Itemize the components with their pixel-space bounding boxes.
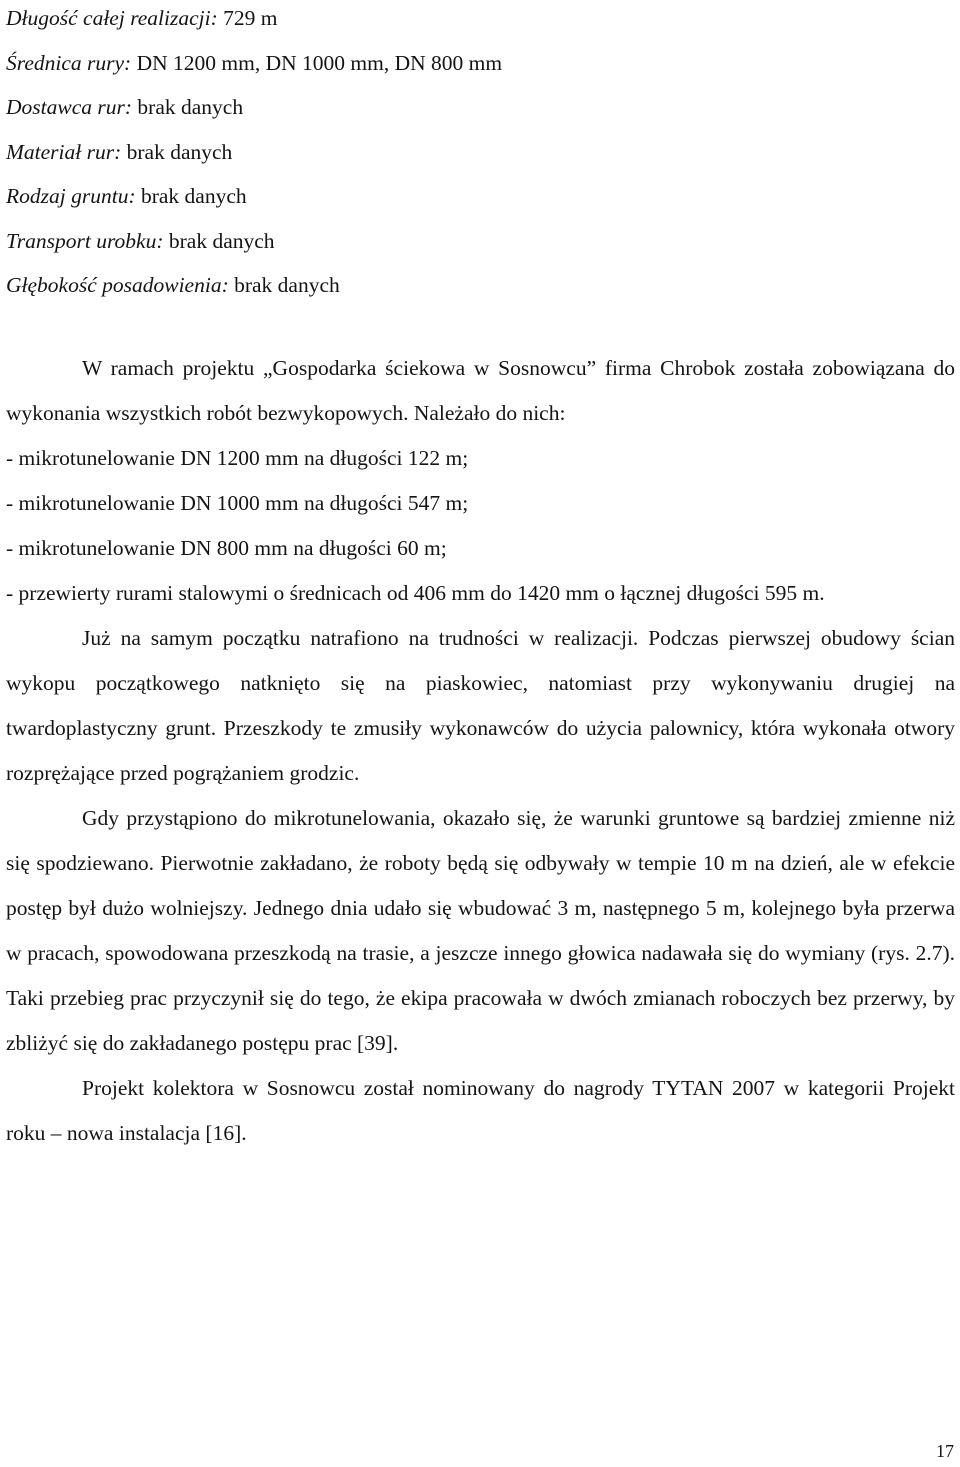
paragraph-microtunneling: Gdy przystąpiono do mikrotunelowania, okazało się, że warunki gruntowe są bardziej zmienne niż się spodziewano. Pierwotnie zakładano, że roboty będą się odbywały w tempie 10 m na dzień, ale w efekcie postęp był dużo wolniejszy. Jednego dnia udało się wbudować 3 m, następnego 5 m, kolejnego była przerwa w pracach, spowodowana przeszkodą na trasie, a jeszcze innego głowica nadawała się do wymiany (rys. 2.7). Taki przebieg prac przyczynił się do tego, że ekipa pracowała w dwóch zmianach roboczych bez przerwy, by zbliżyć się do zakładanego postępu prac [39]. — [6, 806, 955, 1055]
spec-value: brak danych — [126, 139, 233, 164]
spec-spoil-transport — [6, 219, 946, 264]
spec-total-length — [6, 0, 946, 41]
page-number: 17 — [936, 1441, 954, 1461]
spec-foundation-depth — [6, 263, 946, 308]
spec-soil-type — [6, 174, 946, 219]
paragraph-difficulties: Już na samym początku natrafiono na trudności w realizacji. Podczas pierwszej obudowy ścian wykopu początkowego natknięto się na piaskowiec, natomiast przy wykonywaniu drugiej na twardoplastyczny grunt. Przeszkody te zmusiły wykonawców do użycia palownicy, która wykonała otwory rozprężające przed pogrążaniem grodzic. — [6, 626, 955, 785]
spec-value: brak danych — [168, 228, 275, 253]
spec-label: Dostawca rur: — [6, 95, 133, 119]
spec-value: DN 1200 mm, DN 1000 mm, DN 800 mm — [136, 50, 503, 75]
intro-paragraph: W ramach projektu „Gospodarka ściekowa w Sosnowcu” firma Chrobok została zobowiązana do wykonania wszystkich robót bezwykopowych. Należało do nich: — [6, 356, 955, 425]
body-text — [6, 346, 955, 1156]
spec-pipe-diameter — [6, 41, 946, 86]
spec-label: Średnica rury: — [6, 50, 132, 75]
list-item: - mikrotunelowanie DN 800 mm na długości 60 m; — [6, 536, 447, 560]
spec-list — [6, 0, 946, 308]
list-item: - mikrotunelowanie DN 1200 mm na długości 122 m; — [6, 446, 469, 470]
spec-value: brak danych — [137, 95, 244, 119]
spec-label: Rodzaj gruntu: — [6, 184, 136, 208]
list-item: - mikrotunelowanie DN 1000 mm na długości 547 m; — [6, 491, 469, 515]
spec-value: brak danych — [140, 184, 247, 208]
spec-value: brak danych — [234, 273, 340, 297]
spec-label: Materiał rur: — [6, 139, 122, 164]
spec-pipe-supplier — [6, 85, 946, 130]
spec-label: Głębokość posadowienia: — [6, 273, 229, 297]
spec-pipe-material — [6, 130, 946, 175]
list-item: - przewierty rurami stalowymi o średnicach od 406 mm do 1420 mm o łącznej długości 595 m. — [6, 581, 825, 605]
paragraph-nomination: Projekt kolektora w Sosnowcu został nominowany do nagrody TYTAN 2007 w kategorii Projekt roku – nowa instalacja [16]. — [6, 1076, 955, 1145]
spec-label: Transport urobku: — [6, 228, 164, 253]
spec-value: 729 m — [223, 6, 278, 30]
spec-label: Długość całej realizacji: — [6, 6, 218, 30]
